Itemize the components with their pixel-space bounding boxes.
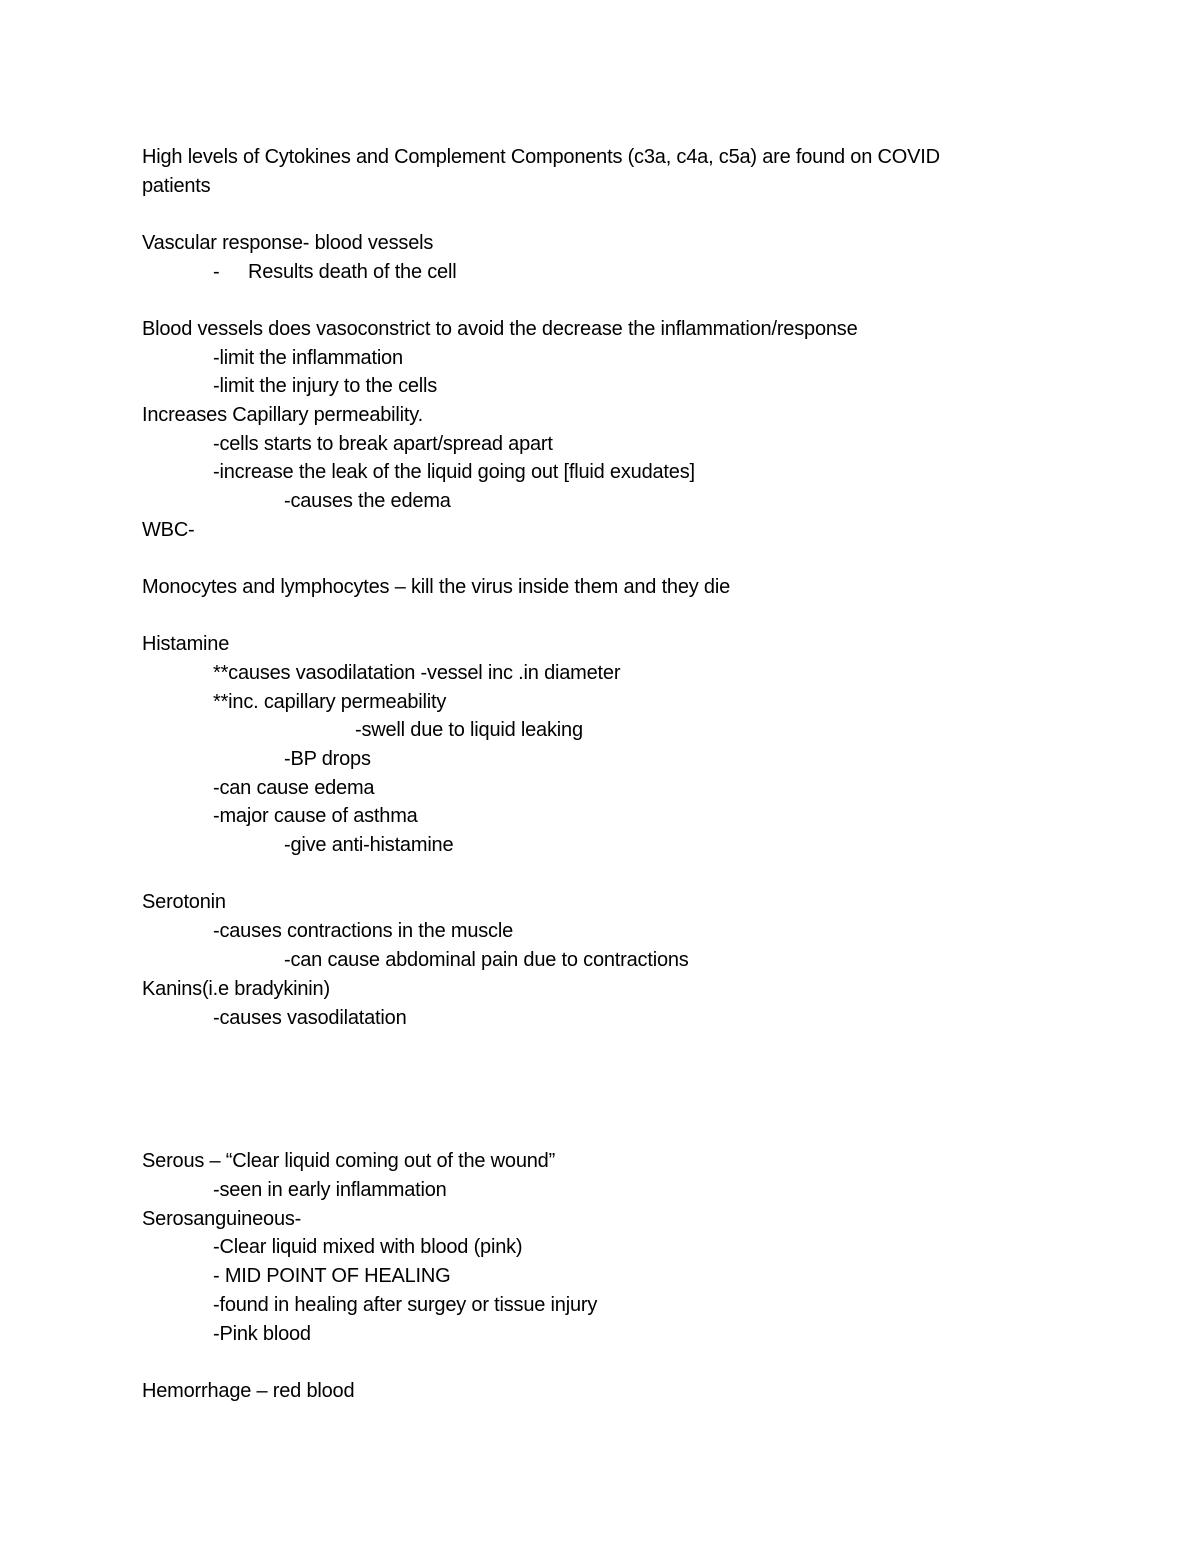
text-line: -limit the injury to the cells (213, 375, 438, 397)
section-heading: Hemorrhage – red blood (142, 1380, 355, 1402)
text-line: -Clear liquid mixed with blood (pink) (213, 1236, 523, 1258)
section-heading: WBC- (142, 519, 195, 541)
text-line: -major cause of asthma (213, 805, 418, 827)
text-line: -increase the leak of the liquid going out [fluid exudates] (213, 461, 695, 483)
text-line: -causes vasodilatation (213, 1007, 407, 1029)
bullet-dash: - (213, 261, 220, 283)
text-line: Blood vessels does vasoconstrict to avoid the decrease the inflammation/response (142, 318, 858, 340)
text-line: -found in healing after surgey or tissue injury (213, 1294, 598, 1316)
section-heading: Increases Capillary permeability. (142, 404, 423, 426)
text-line: -causes the edema (284, 490, 451, 512)
text-line: -cells starts to break apart/spread apart (213, 433, 553, 455)
text-line: - MID POINT OF HEALING (213, 1265, 451, 1287)
text-line: High levels of Cytokines and Complement Components (c3a, c4a, c5a) are found on COVID (142, 146, 940, 168)
section-heading: Vascular response- blood vessels (142, 232, 434, 254)
text-line: -seen in early inflammation (213, 1179, 447, 1201)
text-line: -give anti-histamine (284, 834, 454, 856)
text-line: **causes vasodilatation -vessel inc .in diameter (213, 662, 621, 684)
text-line: -BP drops (284, 748, 371, 770)
text-line: -Pink blood (213, 1323, 311, 1345)
text-line: -causes contractions in the muscle (213, 920, 514, 942)
section-heading: Serotonin (142, 891, 226, 913)
text-line: -can cause edema (213, 777, 375, 799)
section-heading: Serosanguineous- (142, 1208, 302, 1230)
bullet-text: Results death of the cell (248, 261, 457, 283)
text-line: -limit the inflammation (213, 347, 403, 369)
section-heading: Serous – “Clear liquid coming out of the wound” (142, 1150, 556, 1172)
text-line: **inc. capillary permeability (213, 691, 447, 713)
text-line: Monocytes and lymphocytes – kill the virus inside them and they die (142, 576, 731, 598)
text-line: patients (142, 175, 211, 197)
text-line: -can cause abdominal pain due to contractions (284, 949, 689, 971)
text-line: -swell due to liquid leaking (355, 719, 583, 741)
section-heading: Histamine (142, 633, 230, 655)
section-heading: Kanins(i.e bradykinin) (142, 978, 330, 1000)
